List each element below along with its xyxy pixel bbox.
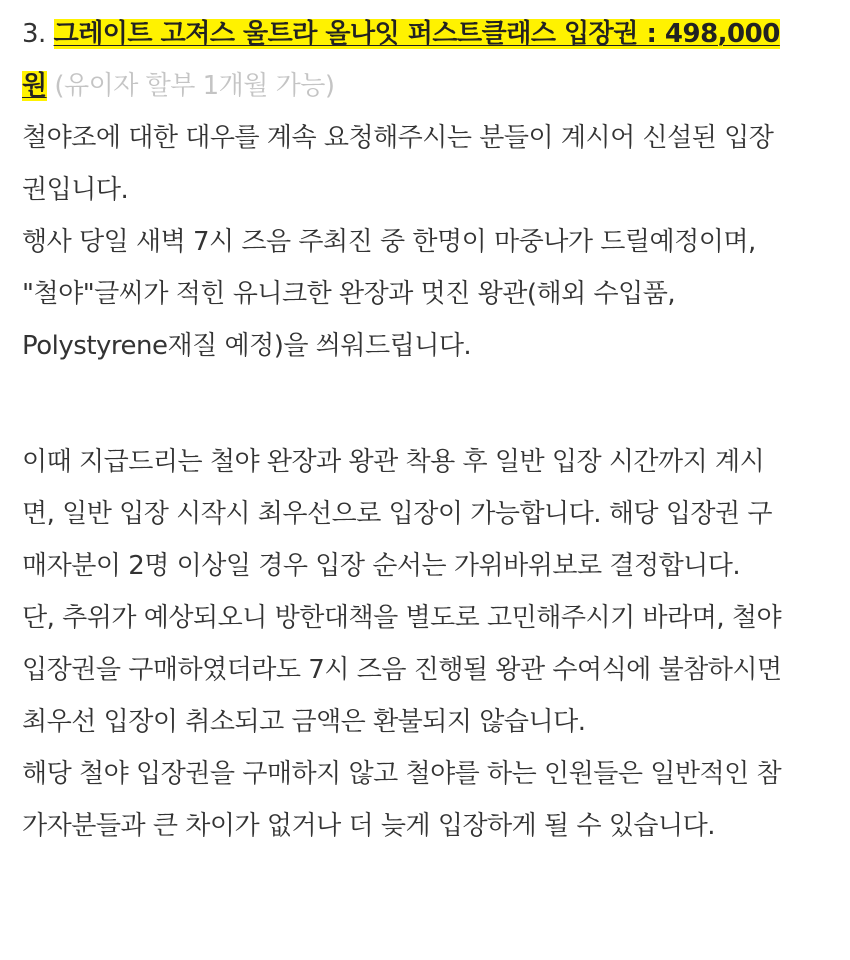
paragraph-line: 해당 철야 입장권을 구매하지 않고 철야를 하는 인원들은 일반적인 참 [22, 759, 782, 789]
document-body [22, 8, 837, 852]
paragraph-line: 가자분들과 큰 차이가 없거나 더 늦게 입장하게 될 수 있습니다. [22, 811, 716, 841]
paragraph-line: 행사 당일 새벽 7시 즈음 주최진 중 한명이 마중나가 드릴예정이며, [22, 227, 756, 257]
heading-line-1 [22, 8, 837, 60]
paragraph-line: 면, 일반 입장 시작시 최우선으로 입장이 가능합니다. 해당 입장권 구 [22, 499, 773, 529]
heading-line-2 [22, 60, 837, 112]
paragraph-2 [22, 436, 837, 852]
installment-note: (유이자 할부 1개월 가능) [46, 71, 335, 101]
paragraph-line: 매자분이 2명 이상일 경우 입장 순서는 가위바위보로 결정합니다. [22, 551, 741, 581]
paragraph-1 [22, 112, 837, 372]
paragraph-line: "철야"글씨가 적힌 유니크한 완장과 멋진 왕관(해외 수입품, [22, 279, 676, 309]
paragraph-spacer [22, 372, 837, 436]
heading-title-highlight-continued: 원 [22, 71, 47, 101]
heading-number: 3. [22, 19, 54, 49]
paragraph-line: Polystyrene재질 예정)을 씌워드립니다. [22, 331, 472, 361]
paragraph-line: 입장권을 구매하였더라도 7시 즈음 진행될 왕관 수여식에 불참하시면 [22, 655, 782, 685]
paragraph-line: 단, 추위가 예상되오니 방한대책을 별도로 고민해주시기 바라며, 철야 [22, 603, 782, 633]
paragraph-line: 최우선 입장이 취소되고 금액은 환불되지 않습니다. [22, 707, 586, 737]
paragraph-line: 권입니다. [22, 175, 129, 205]
paragraph-line: 이때 지급드리는 철야 완장과 왕관 착용 후 일반 입장 시간까지 계시 [22, 447, 765, 477]
paragraph-line: 철야조에 대한 대우를 계속 요청해주시는 분들이 계시어 신설된 입장 [22, 123, 774, 153]
heading-title-highlight: 그레이트 고져스 울트라 올나잇 퍼스트클래스 입장권 : 498,000 [53, 19, 780, 49]
